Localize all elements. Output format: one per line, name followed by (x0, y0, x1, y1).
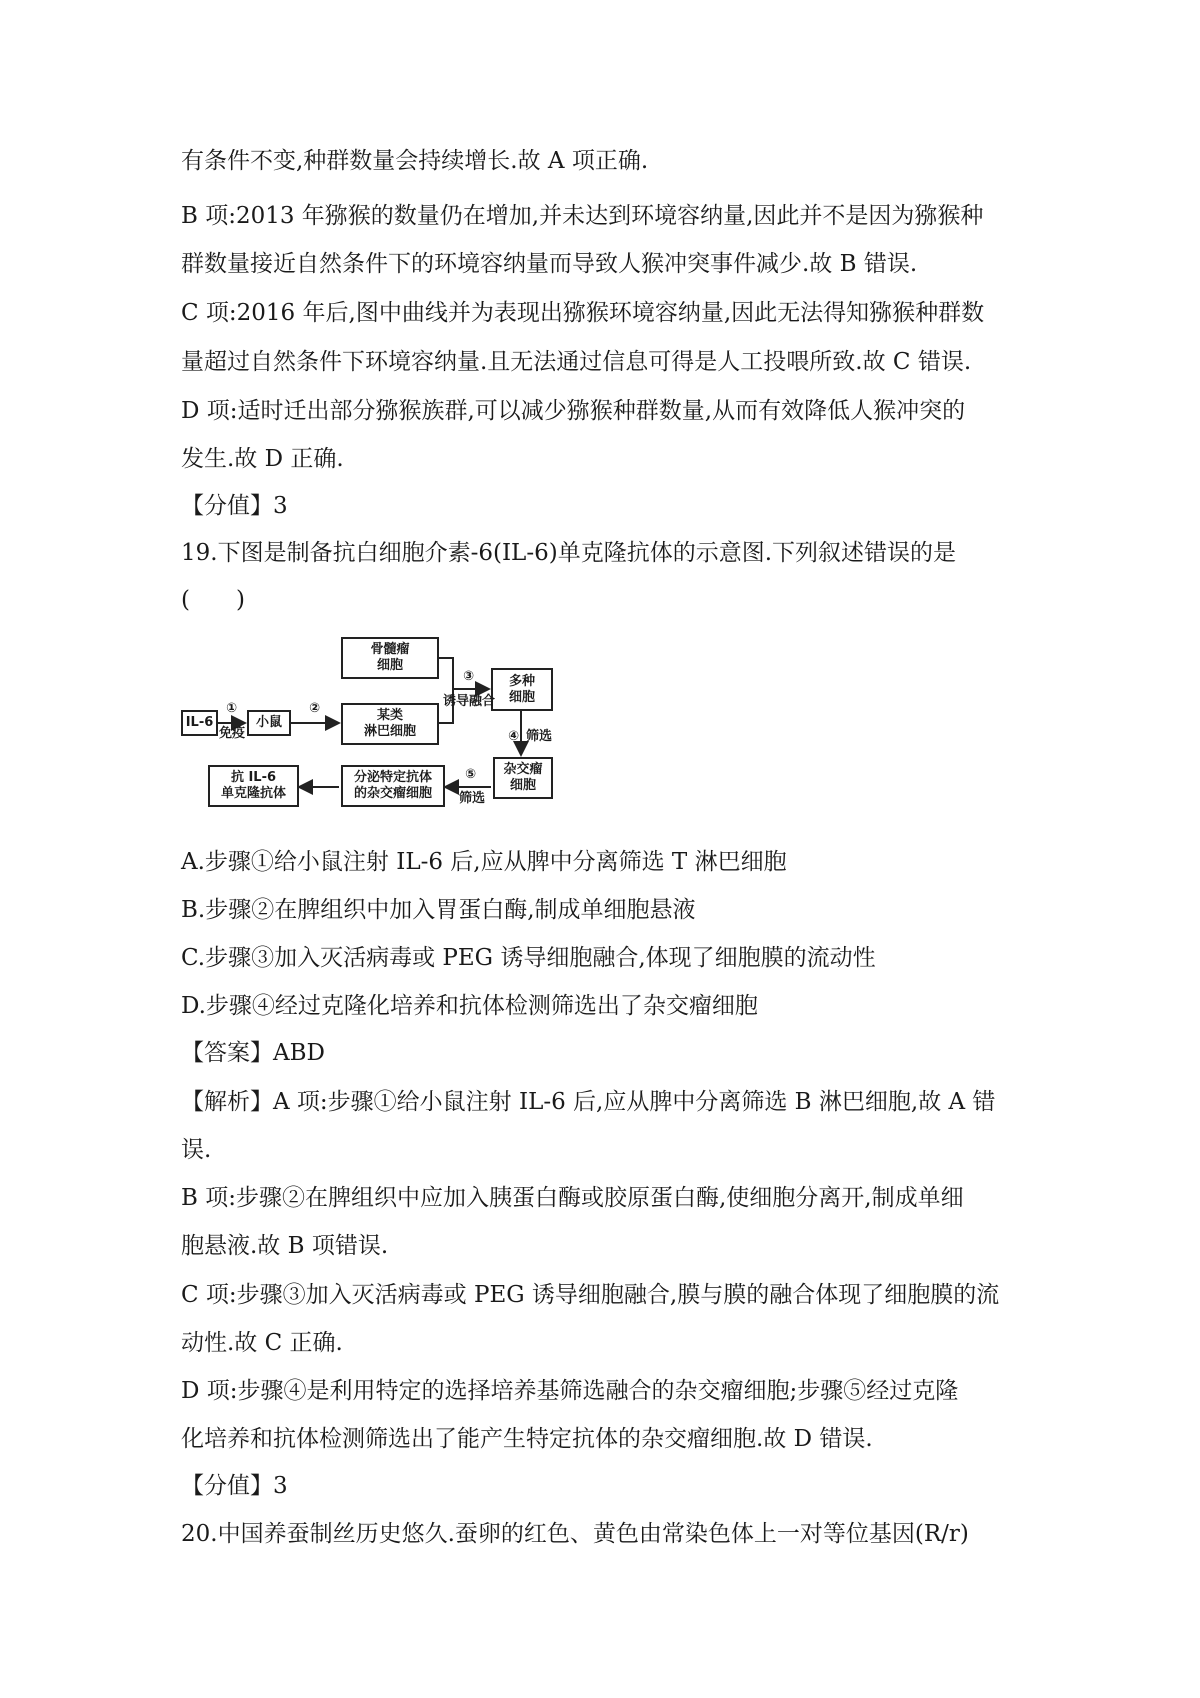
step2-marker: ② (309, 701, 321, 716)
text-line: C 项:步骤③加入灭活病毒或 PEG 诱导细胞融合,膜与膜的融合体现了细胞膜的流 (181, 1282, 1000, 1308)
text-line: D 项:适时迁出部分猕猴族群,可以减少猕猴种群数量,从而有效降低人猴冲突的 (181, 398, 966, 424)
lymphocyte-box: 某类 淋巴细胞 (341, 703, 439, 745)
option-b: B.步骤②在脾组织中加入胃蛋白酶,制成单细胞悬液 (181, 897, 696, 923)
secreting-hybridoma-box: 分泌特定抗体 的杂交瘤细胞 (341, 765, 445, 807)
text-line: B 项:2013 年猕猴的数量仍在增加,并未达到环境容纳量,因此并不是因为猕猴种 (181, 203, 984, 229)
hybridoma-cell-box: 杂交瘤 细胞 (493, 757, 553, 799)
step5-marker: ⑤ (465, 767, 477, 782)
option-c: C.步骤③加入灭活病毒或 PEG 诱导细胞融合,体现了细胞膜的流动性 (181, 945, 876, 971)
step1-label: 免疫 (219, 726, 246, 741)
step5-label: 筛选 (459, 791, 486, 806)
monoclonal-antibody-flow-diagram (181, 625, 621, 825)
option-d: D.步骤④经过克隆化培养和抗体检测筛选出了杂交瘤细胞 (181, 993, 758, 1019)
step3-label: 诱导融合 (443, 694, 496, 709)
text-line: 误. (181, 1137, 212, 1163)
text-line: 胞悬液.故 B 项错误. (181, 1233, 389, 1259)
step4-marker: ④ (508, 729, 520, 744)
monoclonal-antibody-box: 抗 IL-6 单克隆抗体 (208, 765, 299, 807)
text-line: B 项:步骤②在脾组织中应加入胰蛋白酶或胶原蛋白酶,使细胞分离开,制成单细 (181, 1185, 964, 1211)
multiple-cells-box: 多种 细胞 (491, 668, 553, 711)
option-a: A.步骤①给小鼠注射 IL-6 后,应从脾中分离筛选 T 淋巴细胞 (181, 849, 787, 875)
step1-marker: ① (226, 701, 238, 716)
il6-box: IL-6 (181, 710, 218, 736)
text-line: 化培养和抗体检测筛选出了能产生特定抗体的杂交瘤细胞.故 D 错误. (181, 1426, 873, 1452)
step3-marker: ③ (463, 669, 475, 684)
text-line: C 项:2016 年后,图中曲线并为表现出猕猴环境容纳量,因此无法得知猕猴种群数 (181, 300, 985, 326)
mouse-box: 小鼠 (247, 710, 291, 736)
step4-label: 筛选 (526, 729, 553, 744)
score-line: 【分值】3 (181, 1473, 288, 1499)
text-line: 有条件不变,种群数量会持续增长.故 A 项正确. (181, 148, 649, 174)
text-line: 发生.故 D 正确. (181, 446, 344, 472)
answer-line: 【答案】ABD (181, 1040, 325, 1066)
score-line: 【分值】3 (181, 493, 288, 519)
answer-blank: ( ) (181, 587, 245, 613)
text-line: D 项:步骤④是利用特定的选择培养基筛选融合的杂交瘤细胞;步骤⑤经过克隆 (181, 1378, 959, 1404)
text-line: 量超过自然条件下环境容纳量.且无法通过信息可得是人工投喂所致.故 C 错误. (181, 349, 972, 375)
myeloma-cell-box: 骨髓瘤 细胞 (341, 637, 439, 679)
analysis-line: 【解析】A 项:步骤①给小鼠注射 IL-6 后,应从脾中分离筛选 B 淋巴细胞,故 A 错 (181, 1089, 996, 1115)
text-line: 群数量接近自然条件下的环境容纳量而导致人猴冲突事件减少.故 B 错误. (181, 251, 918, 277)
text-line: 动性.故 C 正确. (181, 1330, 343, 1356)
question-20-stem: 20.中国养蚕制丝历史悠久.蚕卵的红色、黄色由常染色体上一对等位基因(R/r) (181, 1521, 969, 1547)
question-19-stem: 19.下图是制备抗白细胞介素-6(IL-6)单克隆抗体的示意图.下列叙述错误的是 (181, 540, 957, 566)
